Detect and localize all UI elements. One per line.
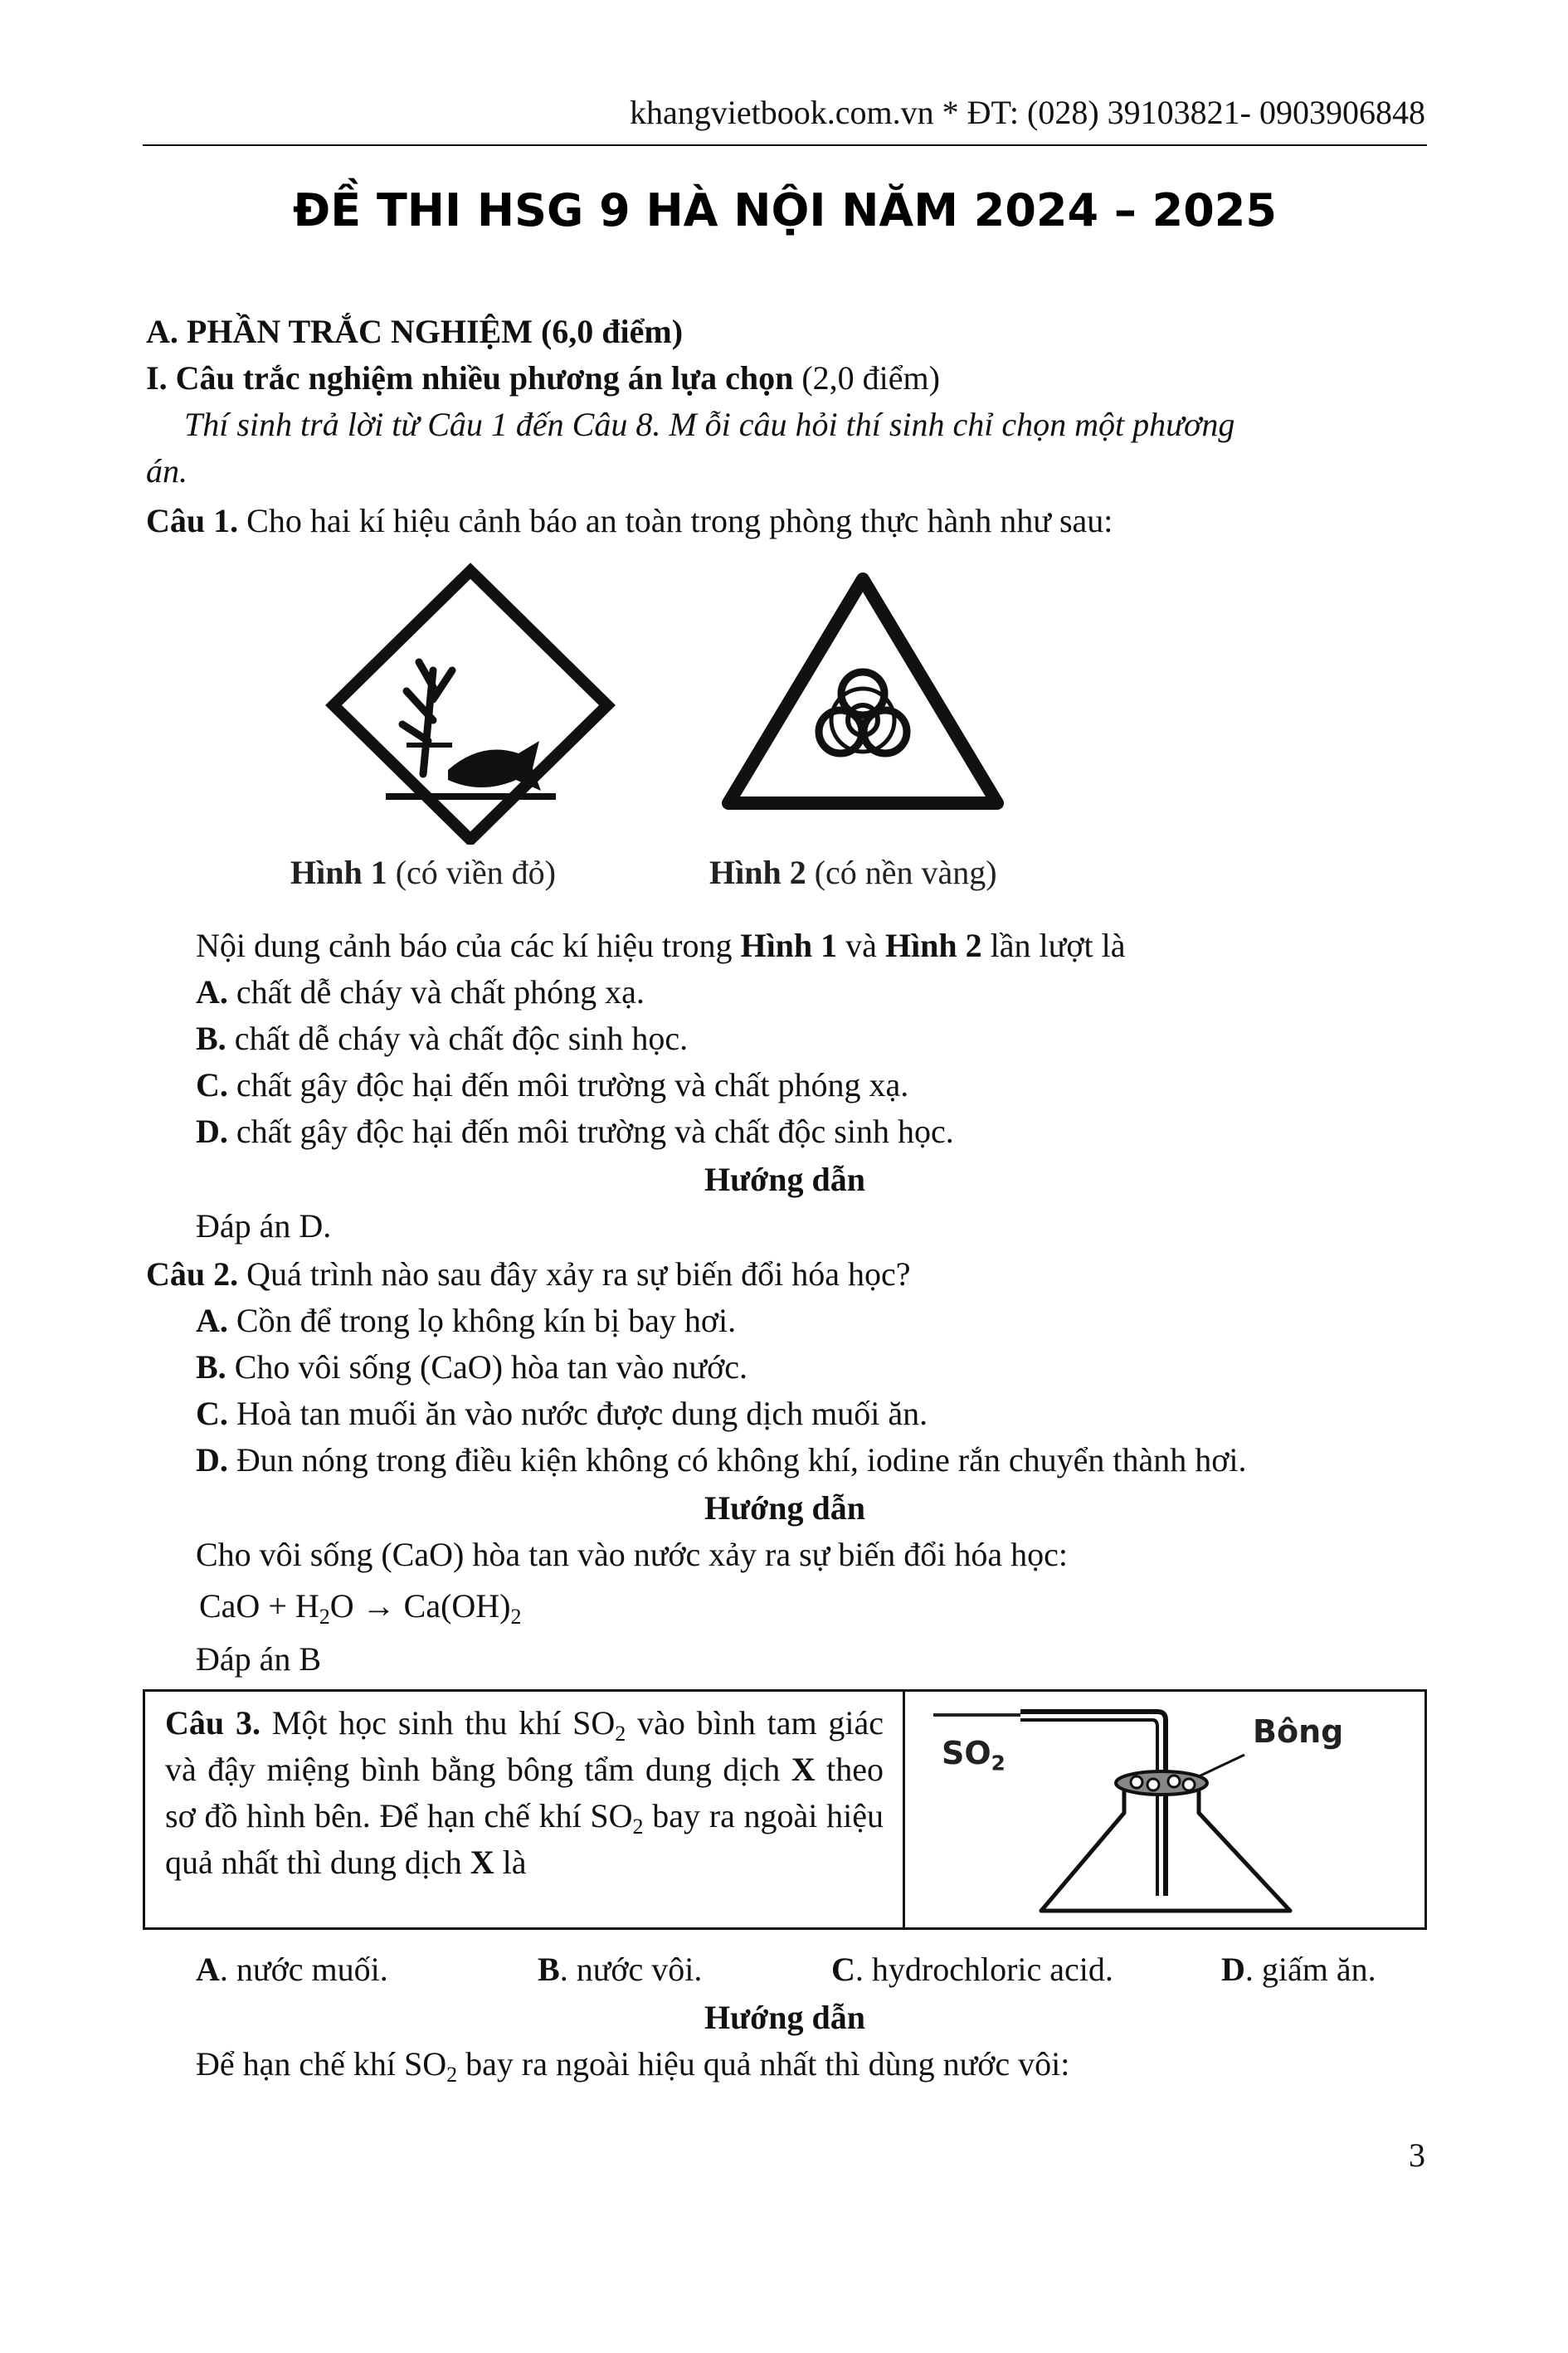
q2-option-b-text: Cho vôi sống (CaO) hòa tan vào nước. — [226, 1348, 747, 1386]
section-a-heading-text: A. PHẦN TRẮC NGHIỆM (6,0 điểm) — [146, 313, 684, 350]
q2-option-b-letter: B. — [196, 1348, 226, 1386]
q2-option-a — [196, 1298, 736, 1344]
instruction-line-1 — [184, 402, 1234, 448]
q3-sub-a: 2 — [615, 1721, 626, 1746]
q1-label: Câu 1. — [146, 502, 239, 539]
flask-label-gas-sub: 2 — [991, 1751, 1006, 1776]
q2-option-c — [196, 1391, 928, 1437]
q1-stem-text: Cho hai kí hiệu cảnh báo an toàn trong phòng thực hành như sau: — [238, 502, 1113, 539]
q2-option-b — [196, 1344, 747, 1391]
q2-option-c-text: Hoà tan muối ăn vào nước được dung dịch muối ăn. — [227, 1395, 928, 1432]
q2-option-d-letter: D. — [196, 1441, 228, 1479]
q3-option-b-letter: B — [538, 1951, 560, 1988]
q2-option-c-letter: C. — [196, 1395, 228, 1432]
instruction-text-1: Thí sinh trả lời từ Câu 1 đến Câu 8. M ỗi câu hỏi thí sinh chỉ chọn một phương — [184, 406, 1235, 443]
q3-x-a: X — [791, 1751, 816, 1788]
q1-prompt-part1: Nội dung cảnh báo của các kí hiệu trong — [196, 927, 741, 964]
q1-prompt-fig1: Hình 1 — [740, 927, 838, 964]
q3-option-a-letter: A — [196, 1951, 220, 1988]
q1-guide-heading — [143, 1157, 1427, 1203]
q3-stem-part5: là — [494, 1844, 527, 1881]
q3-explanation — [196, 2041, 1069, 2087]
figure1-caption-label: Hình 1 — [290, 854, 387, 891]
q3-explanation-part1: Để hạn chế khí SO — [196, 2045, 447, 2083]
q1-option-c — [196, 1062, 908, 1108]
q3-option-d-letter: D — [1221, 1951, 1245, 1988]
figure2-caption — [709, 853, 997, 892]
q1-prompt-fig2: Hình 2 — [884, 927, 982, 964]
q3-option-b — [538, 1946, 702, 1993]
page-number: 3 — [1409, 2136, 1425, 2174]
q2-guide-heading — [143, 1485, 1427, 1532]
q3-box-divider — [903, 1692, 905, 1927]
q2-option-d-text: Đun nóng trong điều kiện không có không khí, iodine rắn chuyển thành hơi. — [227, 1441, 1247, 1479]
q2-explanation: Cho vôi sống (CaO) hòa tan vào nước xảy ra sự biến đổi hóa học: — [196, 1536, 1068, 1573]
q3-option-c — [831, 1946, 1113, 1993]
q1-stem — [146, 498, 1113, 544]
header-site-info: khangvietbook.com.vn * ĐT: (028) 39103821- 0903906848 — [629, 94, 1425, 131]
hazard-symbols-image — [241, 554, 1120, 845]
q1-answer: Đáp án D. — [196, 1207, 332, 1245]
q2-guide-heading-text: Hướng dẫn — [704, 1489, 865, 1527]
q3-box — [143, 1689, 1427, 1930]
q3-guide-heading-text: Hướng dẫn — [704, 1999, 865, 2036]
biohazard-icon — [728, 579, 997, 803]
q1-option-c-letter: C. — [196, 1066, 228, 1103]
q3-guide-heading — [143, 1995, 1427, 2041]
q3-option-a — [196, 1946, 388, 1993]
q3-explanation-sub: 2 — [446, 2062, 458, 2087]
q1-option-a — [196, 969, 645, 1016]
q2-equation-left: CaO + H — [199, 1587, 319, 1625]
q3-option-d-text: . giấm ăn. — [1244, 1951, 1376, 1988]
q3-option-b-text: . nước vôi. — [559, 1951, 703, 1988]
q3-sub-b: 2 — [632, 1814, 644, 1839]
q1-guide-heading-text: Hướng dẫn — [704, 1161, 865, 1198]
q1-option-c-text: chất gây độc hại đến môi trường và chất phóng xạ. — [227, 1066, 909, 1103]
q3-stem-part2: vào bình tam giác và đậy miệng bình bằng bông tẩm dung dịch — [165, 1704, 884, 1788]
figure1-caption — [290, 853, 556, 892]
q3-stem-part3: theo sơ đồ hình bên. Để hạn chế khí SO — [165, 1751, 884, 1834]
q2-label: Câu 2. — [146, 1255, 239, 1293]
q3-label: Câu 3. — [165, 1704, 261, 1742]
q2-option-d — [196, 1437, 1247, 1483]
q1-figures — [241, 554, 1120, 911]
section-i-title: I. Câu trắc nghiệm nhiều phương án lựa chọn — [146, 359, 794, 397]
page-title: ĐỀ THI HSG 9 HÀ NỘI NĂM 2024 – 2025 — [293, 184, 1277, 236]
q2-equation — [199, 1583, 522, 1630]
q1-prompt-part2: và — [837, 927, 885, 964]
q3-option-c-letter: C — [831, 1951, 855, 1988]
q3-option-a-text: . nước muối. — [219, 1951, 388, 1988]
q2-option-a-text: Cồn để trong lọ không kín bị bay hơi. — [227, 1302, 737, 1339]
q3-explanation-part2: bay ra ngoài hiệu quả nhất thì dùng nước vôi: — [457, 2045, 1070, 2083]
q2-stem-text: Quá trình nào sau đây xảy ra sự biến đổi hóa học? — [238, 1255, 911, 1293]
q3-option-c-text: . hydrochloric acid. — [855, 1951, 1113, 1988]
q1-option-d — [196, 1108, 954, 1155]
section-a-heading — [146, 309, 683, 355]
q1-option-a-text: chất dễ cháy và chất phóng xạ. — [227, 973, 645, 1011]
environment-hazard-icon — [334, 571, 607, 840]
q2-equation-mid: O → Ca(OH) — [329, 1587, 511, 1625]
q1-prompt — [196, 923, 1125, 969]
section-i-heading — [146, 355, 940, 402]
figure1-caption-note: (có viền đỏ) — [387, 854, 556, 891]
q1-option-d-letter: D. — [196, 1113, 228, 1150]
instruction-text-2: án. — [146, 452, 187, 490]
q3-stem-part4: bay ra ngoài hiệu quả nhất thì dung dịch — [165, 1797, 884, 1881]
q2-answer: Đáp án B — [196, 1640, 322, 1678]
section-i-points: (2,0 điểm) — [793, 359, 940, 397]
q2-stem — [146, 1251, 910, 1298]
q1-prompt-part3: lần lượt là — [981, 927, 1126, 964]
flask-label-cotton: Bông — [1253, 1713, 1344, 1750]
flask-label-gas-text: SO — [942, 1735, 991, 1771]
q1-option-b-text: chất dễ cháy và chất độc sinh học. — [226, 1020, 689, 1057]
q1-option-d-text: chất gây độc hại đến môi trường và chất độc sinh học. — [227, 1113, 954, 1150]
q3-stem-part1: Một học sinh thu khí SO — [260, 1704, 616, 1742]
q3-stem — [165, 1700, 884, 1886]
q3-option-d — [1221, 1946, 1376, 1993]
q1-option-a-letter: A. — [196, 973, 228, 1011]
header-divider — [143, 144, 1427, 146]
q1-option-b — [196, 1016, 688, 1062]
q1-option-b-letter: B. — [196, 1020, 226, 1057]
flask-label-gas — [942, 1735, 1006, 1776]
q3-flask-diagram — [917, 1697, 1415, 1922]
q2-equation-sub2: 2 — [510, 1604, 522, 1629]
instruction-line-2 — [146, 448, 187, 494]
figure2-caption-note: (có nền vàng) — [806, 854, 997, 891]
q3-x-b: X — [470, 1844, 494, 1881]
q2-option-a-letter: A. — [196, 1302, 228, 1339]
q2-equation-sub1: 2 — [319, 1604, 330, 1629]
figure2-caption-label: Hình 2 — [709, 854, 806, 891]
